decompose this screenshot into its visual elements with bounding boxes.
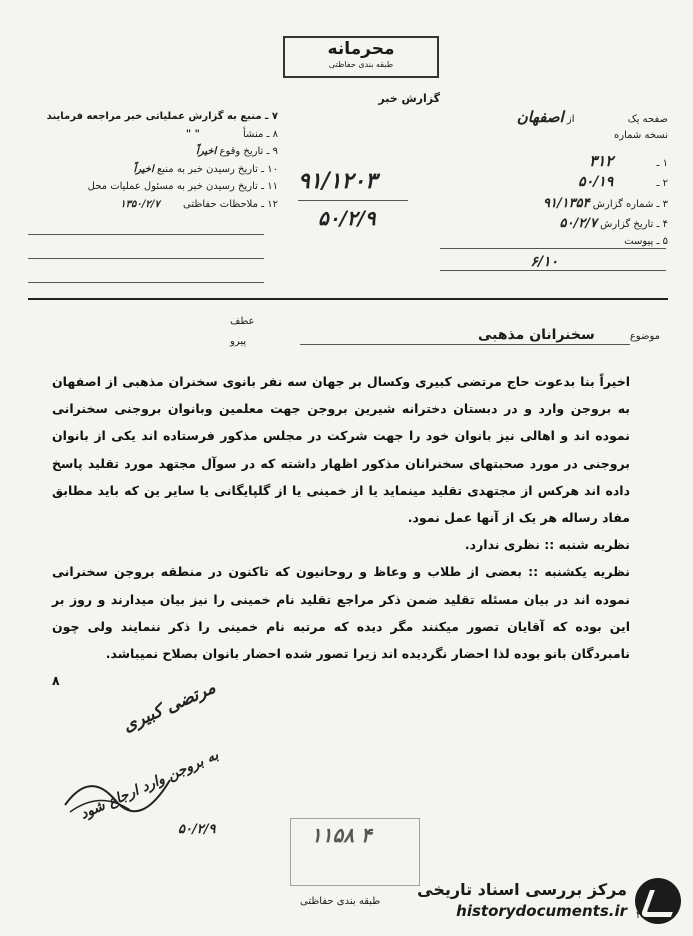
ref-label: عطف [230, 316, 255, 327]
left-field-row: ۹ ـ تاریخ وقوع اخیراً [196, 146, 278, 157]
right-field-row: ۱ ـ ۳۱۲ [589, 152, 668, 170]
logo-text-fa: مرکز بررسی اسناد تاریخی [417, 880, 627, 899]
classification-stamp [283, 36, 439, 78]
report-type: گزارش خبر [378, 92, 440, 105]
signature-flourish [60, 760, 180, 820]
right-field-row: ۳ ـ شماره گزارش ۹۱/۱۳۵۴ [542, 196, 668, 211]
body-paragraph: اخیراً بنا بدعوت حاج مرتضی کبیری وکسال بر جهان سه نفر بانوی سخنران مذهبی از اصفهان به بروجن وارد و در دبستان دخترانه شیرین بروجن جهت معلمین وبانوان بروجنی سخنرانی نموده اند و اهالی نیز بانوان خود را جهت شرکت در مجلس مذکور فرستاده اند یکی از بانوان بروجنی در مورد صحبتهای سخنرانان مذکور اظهار داشته که در سوآل مجتهد مورد تقلید پاسخ داده اند هرکس از مجتهدی تقلید مینماید یا از خمینی یا از گلپایگانی یا سایر ین که باید مطابق مفاد رساله هر یک از آنها عمل نمود. [52, 374, 630, 526]
subject-line [300, 324, 660, 343]
right-extra: ۶/۱۰ [530, 254, 558, 270]
stamp-title: محرمانه [327, 39, 395, 59]
body-paragraph: نظریه یکشنبه :: بعضی از طلاب و وعاظ و روحانیون که تاکنون در منطقه بروجن سخنرانی نموده اند در بیان مسئله تقلید ضمن ذکر مراجع تقلید نام خمینی را نیز بیان میدارند و روز بر این بوده که آقایان تصور میکنند مگر دیده که مرتبه نام خمینی را ذکر ننمایند ولی چون نامبردگان بانو بوده لذا احضار نگردیده اند زیرا تصور شده احضار بانوان بصلاح نمیباشد. [52, 564, 630, 662]
handwriting-line-2: به بروجن وارد ارجاع شود [78, 747, 221, 823]
center-number-1: ۹۱/۱۲۰۳ [298, 168, 377, 194]
right-field-row: ۲ ـ ۵۰/۱۹ [578, 174, 668, 190]
page-number: ۲ [636, 910, 642, 921]
right-field-row: نسخه شماره [614, 130, 668, 141]
subject-value: سخنرانان مذهبی [477, 327, 595, 343]
left-field-row: ۱۲ ـ ملاحظات حفاظتی ۱۳۵۰/۲/۷ [120, 198, 278, 210]
center-number-2: ۵۰/۲/۹ [318, 206, 376, 230]
report-body [52, 368, 630, 694]
subject-label: موضوع [629, 331, 660, 342]
bottom-classification-label: طبقه بندی حفاظتی [300, 896, 381, 907]
left-field-row: ۱۱ ـ تاریخ رسیدن خبر به مسئول عملیات محل [87, 181, 278, 192]
left-fields [28, 108, 278, 213]
handwriting-line-1: مرتضی کبیری [120, 677, 219, 737]
right-field-row: صفحه یک از اصفهان [516, 108, 668, 126]
handwriting-date: ۵۰/۲/۹ [178, 822, 216, 837]
follow-label: پیرو [230, 336, 247, 347]
body-paragraph: ۸ [52, 673, 60, 689]
bottom-stamp [290, 818, 420, 886]
left-field-row: ۱۰ ـ تاریخ رسیدن خبر به منبع اخیراً [133, 163, 278, 175]
bottom-stamp-number: ۱۱۵۸ ۴ [311, 823, 372, 847]
stamp-subtitle: طبقه بندی حفاظتی [328, 60, 394, 69]
left-field-row: ۷ ـ منبع به گزارش عملیاتی خبر مراجعه فرمایند [46, 111, 278, 122]
body-paragraph: نظریه شنبه :: نظری ندارد. [464, 537, 630, 553]
right-field-row: ۵ ـ پیوست [624, 236, 668, 247]
left-field-row: ۸ ـ منشأ " " [185, 128, 278, 140]
archive-logo [405, 876, 687, 930]
logo-icon [635, 878, 681, 924]
right-field-row: ۴ ـ تاریخ گزارش ۵۰/۲/۷ [559, 216, 668, 231]
logo-text-en: historydocuments.ir [456, 902, 627, 920]
